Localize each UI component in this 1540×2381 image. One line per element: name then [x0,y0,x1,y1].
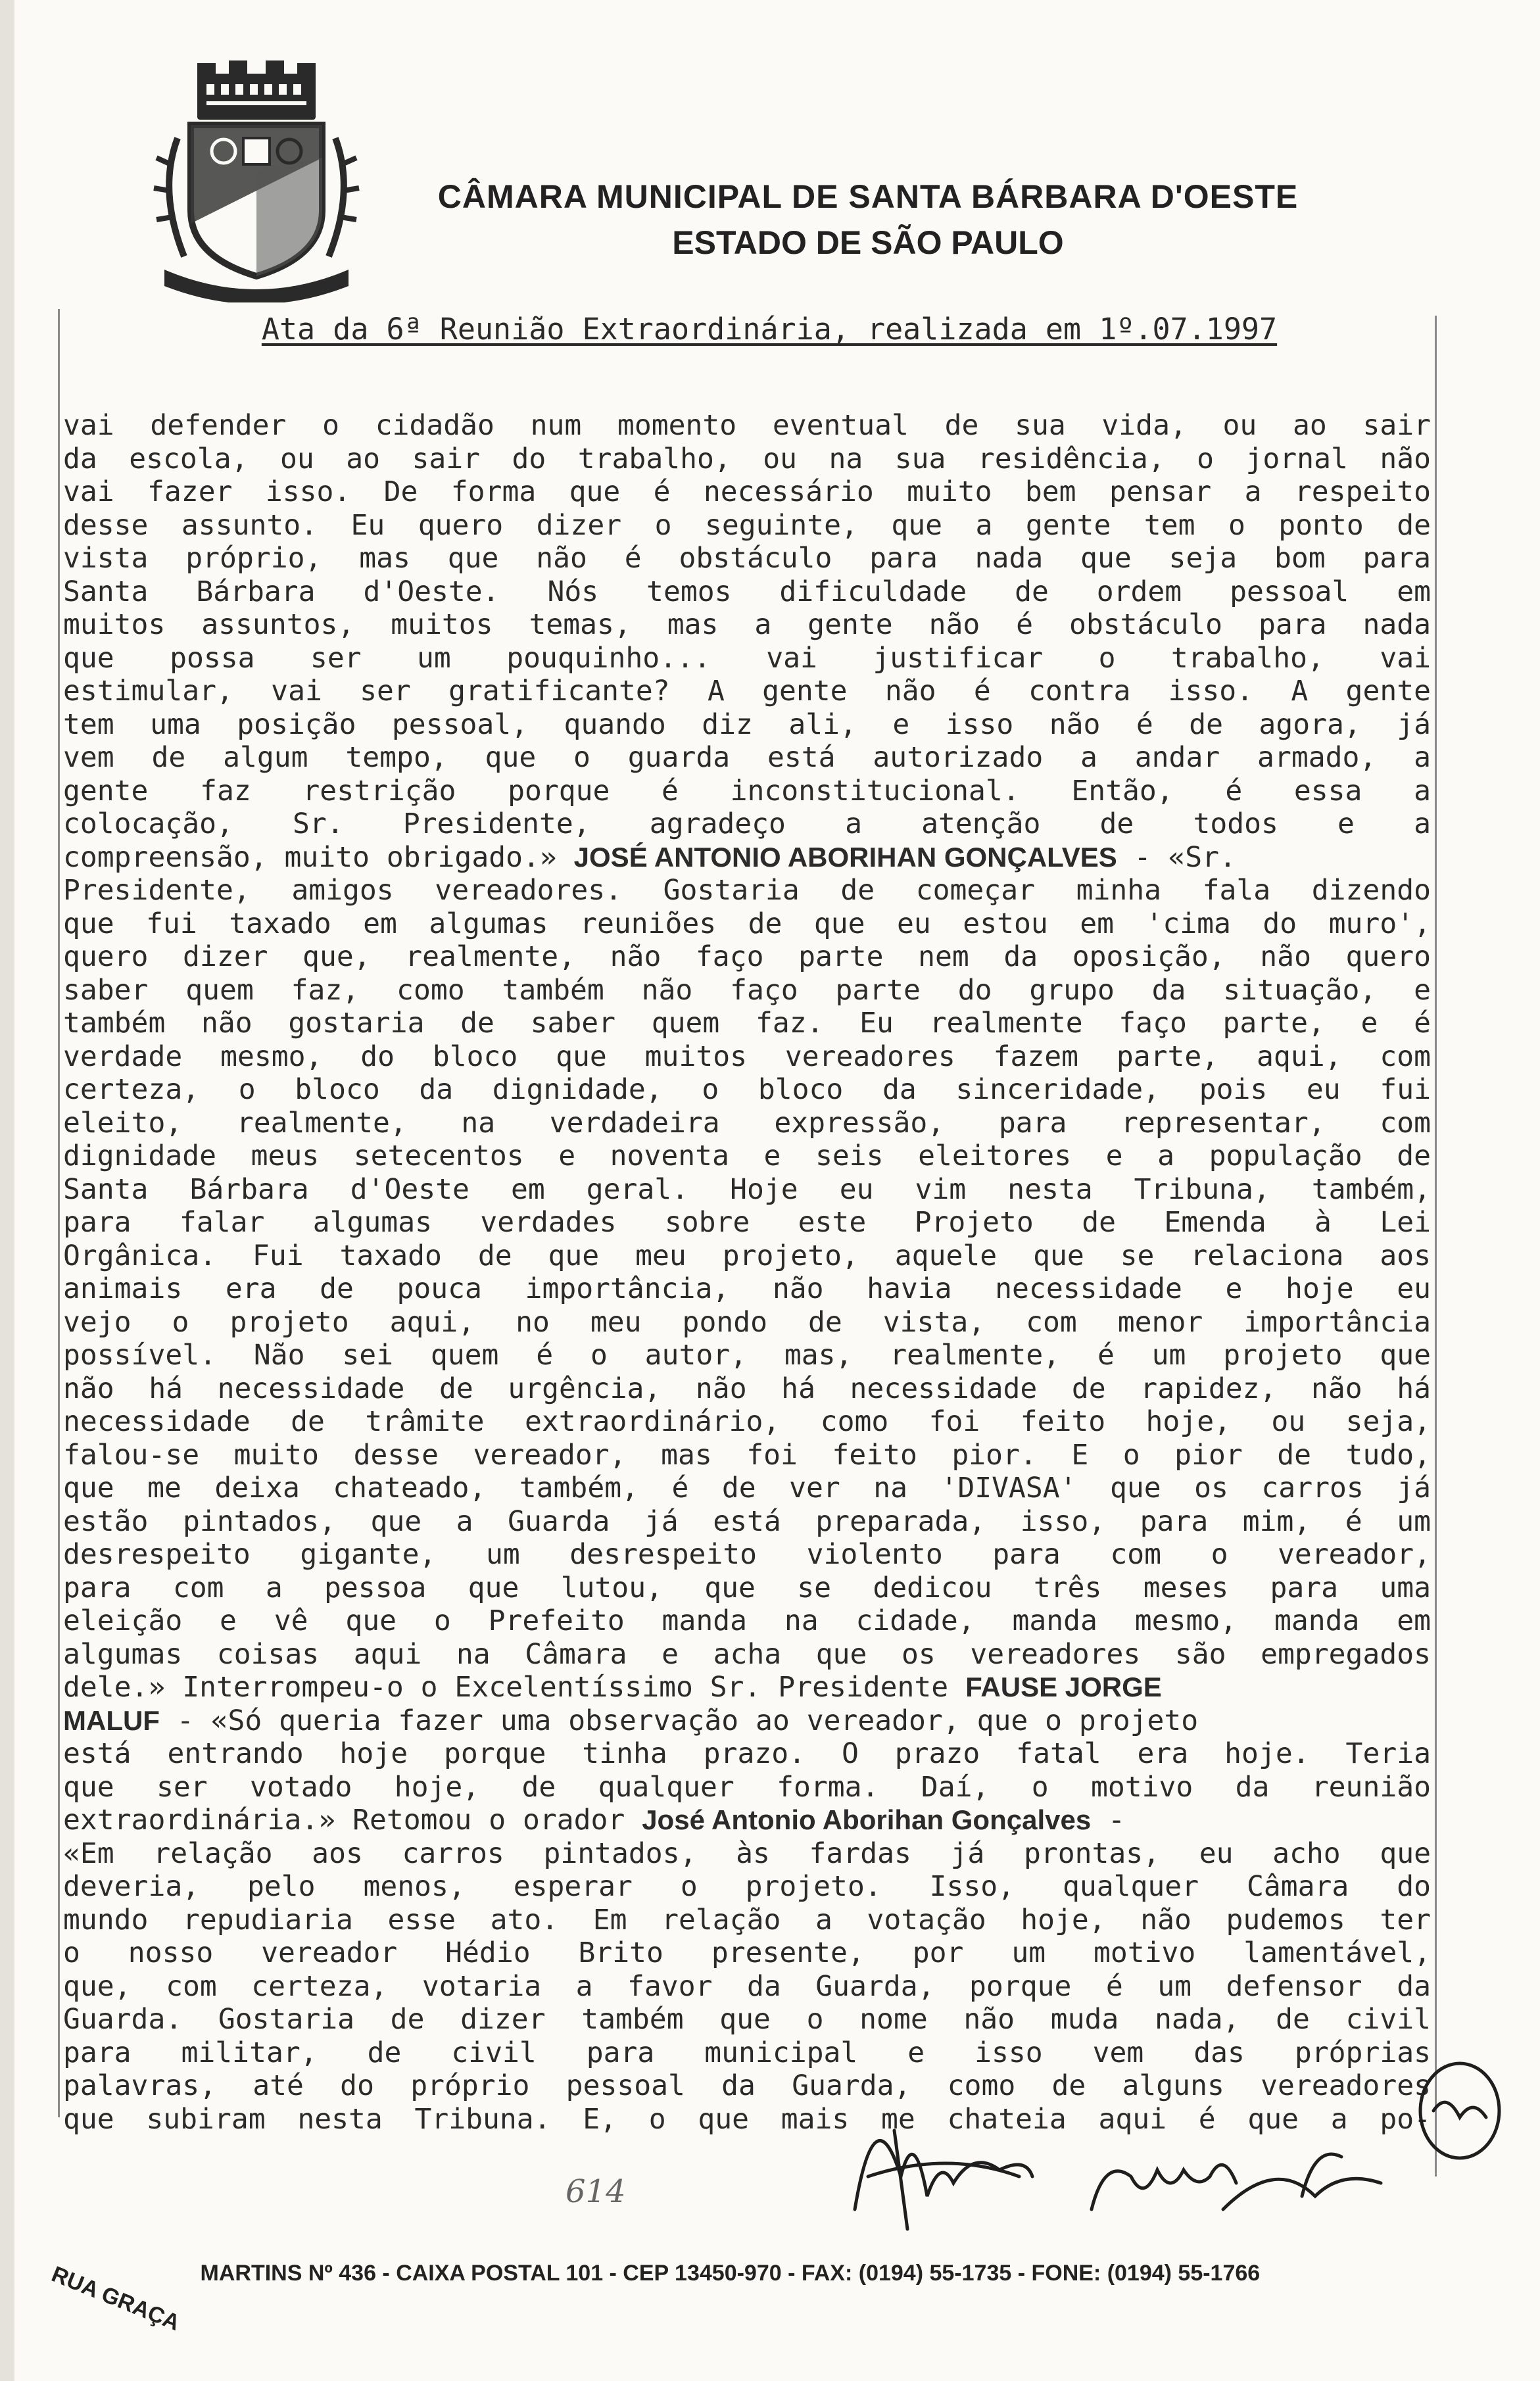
text-line: que subiram nesta Tribuna. E, o que mais me chateia aqui é que a po- [63,2102,1431,2136]
text-line: saber quem faz, como também não faço parte do grupo da situação, e [63,973,1431,1007]
address-footer [48,2261,1447,2336]
speaker-name: JOSÉ ANTONIO ABORIHAN GONÇALVES [573,841,1117,873]
text-line: para falar algumas verdades sobre este Projeto de Emenda à Lei [63,1206,1431,1239]
text-line: vai defender o cidadão num momento eventual de sua vida, ou ao sair [63,409,1431,442]
right-margin-line [1435,316,1437,2177]
speaker-name: MALUF [63,1704,160,1736]
text-line: que fui taxado em algumas reuniões de que eu estou em 'cima do muro', [63,907,1431,940]
text-line: eleito, realmente, na verdadeira expressão, para representar, com [63,1106,1431,1140]
text-line: desrespeito gigante, um desrespeito violento para com o vereador, [63,1538,1431,1571]
text-line: da escola, ou ao sair do trabalho, ou na sua residência, o jornal não [63,442,1431,475]
text-line: verdade mesmo, do bloco que muitos vereadores fazem parte, aqui, com [63,1040,1431,1073]
text-line: para com a pessoa que lutou, que se dedicou três meses para uma [63,1571,1431,1604]
left-margin-line [58,309,60,2117]
text-line [63,1671,1431,1704]
text-line: desse assunto. Eu quero dizer o seguinte, que a gente tem o ponto de [63,508,1431,542]
text-line: não há necessidade de urgência, não há necessidade de rapidez, não há [63,1372,1431,1405]
text-line: possível. Não sei quem é o autor, mas, realmente, é um projeto que [63,1339,1431,1372]
text-line: Presidente, amigos vereadores. Gostaria de começar minha fala dizendo [63,874,1431,907]
text-line [63,1804,1431,1837]
text-segment: compreensão, muito obrigado.» [63,840,574,874]
text-line: está entrando hoje porque tinha prazo. O prazo fatal era hoje. Teria [63,1737,1431,1770]
text-line: muitos assuntos, muitos temas, mas a gente não é obstáculo para nada [63,608,1431,641]
text-segment: - [1091,1804,1125,1837]
text-line: eleição e vê que o Prefeito manda na cidade, manda mesmo, manda em [63,1604,1431,1637]
minutes-body [63,409,1431,2136]
speaker-name: José Antonio Aborihan Gonçalves [642,1804,1092,1835]
text-line [63,841,1431,875]
text-line: gente faz restrição porque é inconstitucional. Então, é essa a [63,774,1431,807]
text-line: «Em relação aos carros pintados, às fardas já prontas, eu acho que [63,1837,1431,1870]
text-segment: - «Sr. [1117,840,1236,874]
state-name: ESTADO DE SÃO PAULO [672,224,1064,261]
text-line: vai fazer isso. De forma que é necessário muito bem pensar a respeito [63,475,1431,508]
text-line: palavras, até do próprio pessoal da Guarda, como de alguns vereadores [63,2069,1431,2102]
speaker-name: FAUSE JORGE [965,1672,1162,1702]
text-line: que possa ser um pouquinho... vai justificar o trabalho, vai [63,641,1431,675]
text-line: falou-se muito desse vereador, mas foi feito pior. E o pior de tudo, [63,1438,1431,1472]
text-line: animais era de pouca importância, não havia necessidade e hoje eu [63,1272,1431,1305]
text-line: que, com certeza, votaria a favor da Guarda, porque é um defensor da [63,1969,1431,2003]
page-edge [0,0,14,2381]
text-segment: - «Só queria fazer uma observação ao vereador, que o projeto [159,1704,1199,1737]
text-line: que ser votado hoje, de qualquer forma. Daí, o motivo da reunião [63,1770,1431,1804]
council-name: CÂMARA MUNICIPAL DE SANTA BÁRBARA D'OESTE [437,178,1299,215]
text-line: vem de algum tempo, que o guarda está autorizado a andar armado, a [63,741,1431,774]
text-line: tem uma posição pessoal, quando diz ali, e isso não é de agora, já [63,708,1431,741]
coat-of-arms-icon [151,59,362,302]
text-line: dignidade meus setecentos e noventa e seis eleitores e a população de [63,1140,1431,1172]
footer-contact: MARTINS Nº 436 - CAIXA POSTAL 101 - CEP 13450-970 - FAX: (0194) 55-1735 - FONE: (0194) 55-1766 [200,2261,1261,2286]
footer-street: RUA GRAÇA [48,2261,183,2336]
text-line: colocação, Sr. Presidente, agradeço a atenção de todos e a [63,807,1431,840]
text-line: quero dizer que, realmente, não faço parte nem da oposição, não quero [63,940,1431,973]
text-line [63,1704,1431,1738]
text-line: certeza, o bloco da dignidade, o bloco da sinceridade, pois eu fui [63,1073,1431,1106]
text-line: também não gostaria de saber quem faz. Eu realmente faço parte, e é [63,1007,1431,1040]
text-line: para militar, de civil para municipal e isso vem das próprias [63,2036,1431,2069]
text-line: Guarda. Gostaria de dizer também que o nome não muda nada, de civil [63,2003,1431,2036]
text-line: algumas coisas aqui na Câmara e acha que os vereadores são empregados [63,1637,1431,1671]
text-segment: extraordinária.» Retomou o orador [63,1804,642,1837]
text-line: estimular, vai ser gratificante? A gente não é contra isso. A gente [63,675,1431,708]
text-line: vejo o projeto aqui, no meu pondo de vista, com menor importância [63,1305,1431,1339]
text-line: estão pintados, que a Guarda já está preparada, isso, para mim, é um [63,1504,1431,1538]
page-number: 614 [565,2173,626,2210]
text-line: vista próprio, mas que não é obstáculo para nada que seja bom para [63,542,1431,575]
text-line: Orgânica. Fui taxado de que meu projeto, aquele que se relaciona aos [63,1239,1431,1272]
minutes-title: Ata da 6ª Reunião Extraordinária, realizada em 1º.07.1997 [261,312,1278,347]
text-line: deveria, pelo menos, esperar o projeto. Isso, qualquer Câmara do [63,1870,1431,1903]
text-line: mundo repudiaria esse ato. Em relação a votação hoje, não pudemos ter [63,1903,1431,1936]
text-line: Santa Bárbara d'Oeste em geral. Hoje eu vim nesta Tribuna, também, [63,1172,1431,1206]
text-line: Santa Bárbara d'Oeste. Nós temos dificuldade de ordem pessoal em [63,575,1431,608]
handwritten-signatures [815,1960,1526,2236]
text-line: o nosso vereador Hédio Brito presente, por um motivo lamentável, [63,1936,1431,1969]
text-line: necessidade de trâmite extraordinário, como foi feito hoje, ou seja, [63,1405,1431,1438]
text-line: que me deixa chateado, também, é de ver na 'DIVASA' que os carros já [63,1472,1431,1504]
text-segment: dele.» Interrompeu-o o Excelentíssimo Sr. Presidente [63,1671,966,1704]
